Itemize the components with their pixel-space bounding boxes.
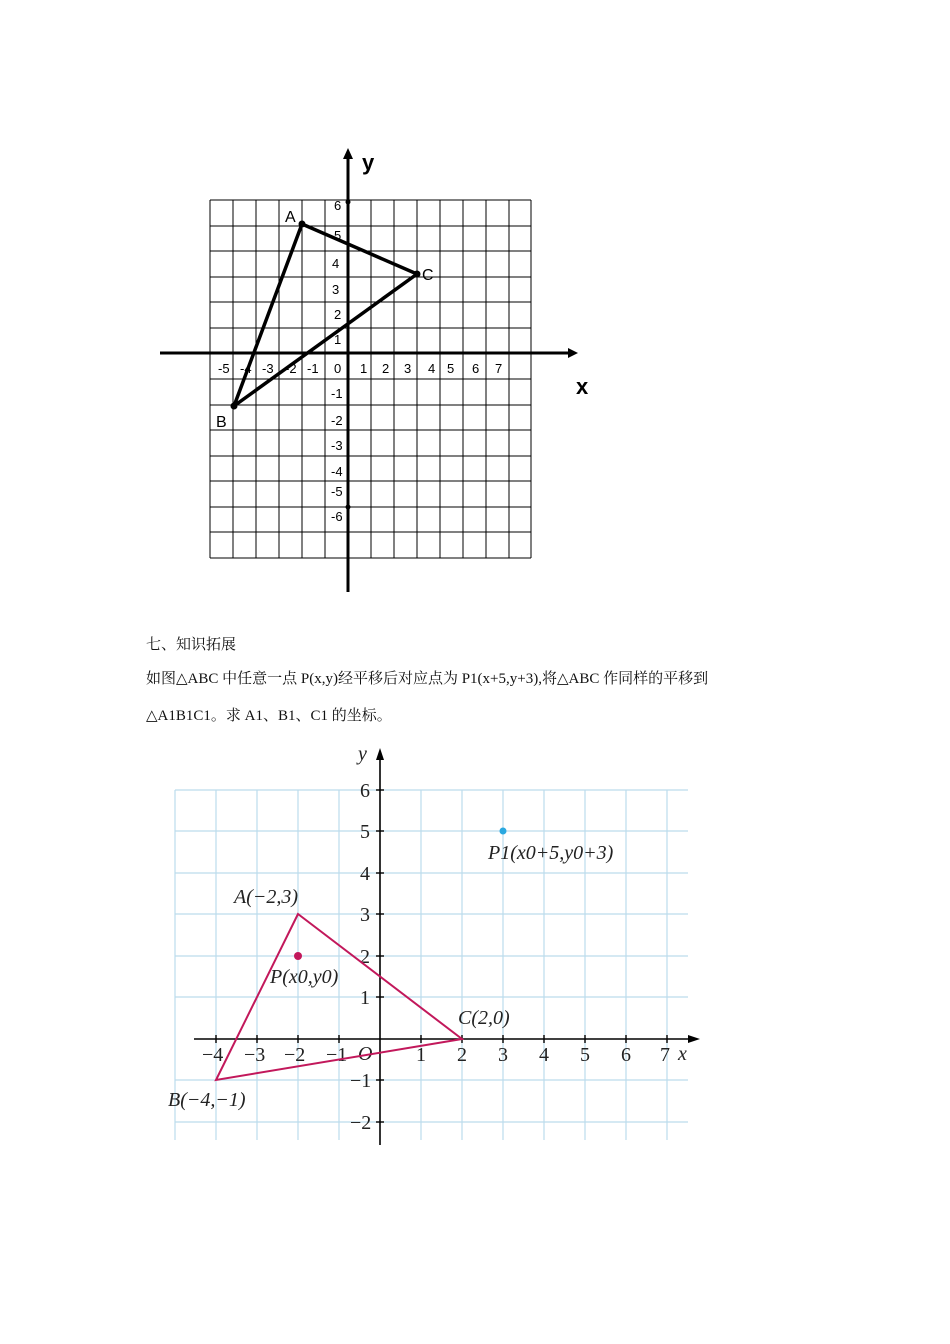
figure2-x-tick: 4	[539, 1044, 549, 1066]
figure1-label-b: B	[216, 414, 227, 431]
figure2-y-tick: 6	[360, 780, 370, 802]
figure2-y-arrow-icon	[376, 748, 384, 760]
figure1-y-tick: 6	[334, 198, 342, 213]
figure1-y-tick: -4	[331, 464, 343, 479]
figure2-y-axis-label: y	[358, 743, 367, 765]
figure1-label-c: C	[422, 267, 434, 284]
figure1-y-tick: 5	[334, 228, 342, 243]
figure2-x-tick: 2	[457, 1044, 467, 1066]
figure2-x-tick: 7	[660, 1044, 670, 1066]
figure1-x-tick: -3	[262, 361, 274, 376]
figure1-x-arrow-icon	[568, 348, 578, 358]
figure2-y-tick: 5	[360, 821, 370, 843]
figure1-x-tick: 3	[404, 361, 412, 376]
figure1-x-tick: -1	[307, 361, 319, 376]
figure1-x-tick: 5	[447, 361, 455, 376]
figure1-x-tick: 2	[382, 361, 390, 376]
figure2-label-c: C(2,0)	[458, 1007, 510, 1029]
figure2-y-tick: −1	[350, 1070, 372, 1092]
figure1-vertex-c	[414, 271, 421, 278]
figure1-y-tick: -6	[331, 509, 343, 524]
figure2-y-tick: 1	[360, 987, 370, 1009]
figure1-y-arrow-icon	[343, 148, 353, 159]
figure1-x-tick: 4	[428, 361, 436, 376]
figure1-vertex-a	[299, 221, 306, 228]
figure2-x-axis-label: x	[678, 1043, 687, 1065]
figure1-y-axis-mark	[346, 200, 351, 205]
figure2-y-tick: 4	[360, 863, 370, 885]
figure2-x-arrow-icon	[688, 1035, 700, 1043]
figure2-point-p	[294, 952, 302, 960]
figure1-y-axis-label: y	[362, 150, 375, 175]
figure1-y-tick: 4	[332, 256, 340, 271]
figure2-y-tick: −2	[350, 1112, 372, 1134]
figure2-label-b: B(−4,−1)	[168, 1089, 246, 1111]
figure1-x-tick: 1	[360, 361, 368, 376]
figure2-label-p1: P1(x0+5,y0+3)	[488, 842, 614, 864]
figure1-vertex-b	[231, 403, 238, 410]
problem-text-line-2: △A1B1C1。求 A1、B1、C1 的坐标。	[146, 708, 392, 724]
figure2-x-tick: 3	[498, 1044, 508, 1066]
figure1-x-tick: 7	[495, 361, 503, 376]
figure1-y-tick: 2	[334, 307, 342, 322]
figure1-y-tick: -2	[331, 413, 343, 428]
section-heading: 七、知识拓展	[146, 637, 237, 653]
figure1-x-tick: -5	[218, 361, 230, 376]
problem-text-line-1: 如图△ABC 中任意一点 P(x,y)经平移后对应点为 P1(x+5,y+3),将△ABC 作同样的平移到	[146, 671, 709, 687]
figure1-y-axis-mark	[346, 505, 351, 510]
figure2-label-a: A(−2,3)	[234, 886, 299, 908]
figure2-x-tick: 5	[580, 1044, 590, 1066]
figure1-x-axis-label: x	[576, 374, 589, 399]
figure1-label-a: A	[285, 209, 296, 226]
figure2-x-tick: 6	[621, 1044, 631, 1066]
figure2-x-tick: −2	[284, 1044, 306, 1066]
figure2-x-tick: −3	[244, 1044, 266, 1066]
figure2-y-tick: 2	[360, 946, 370, 968]
figure1-x-tick: 0	[334, 361, 342, 376]
coordinate-figure-1	[150, 140, 600, 600]
figure1-y-tick: 1	[334, 332, 342, 347]
figure2-y-tick: 3	[360, 904, 370, 926]
figure1-y-tick: 3	[332, 282, 340, 297]
figure1-y-tick: -1	[331, 386, 343, 401]
figure1-x-tick: -2	[285, 361, 297, 376]
figure2-x-tick: −1	[326, 1044, 348, 1066]
coordinate-figure-2	[160, 740, 710, 1160]
figure1-y-tick: -3	[331, 438, 343, 453]
figure2-origin-label: O	[358, 1043, 373, 1065]
figure1-x-tick: -4	[240, 361, 252, 376]
figure1-y-tick: -5	[331, 484, 343, 499]
figure1-x-tick: 6	[472, 361, 480, 376]
figure2-x-tick: 1	[416, 1044, 426, 1066]
figure2-point-p1	[500, 828, 507, 835]
figure2-x-tick: −4	[202, 1044, 224, 1066]
figure2-label-p: P(x0,y0)	[270, 966, 339, 988]
